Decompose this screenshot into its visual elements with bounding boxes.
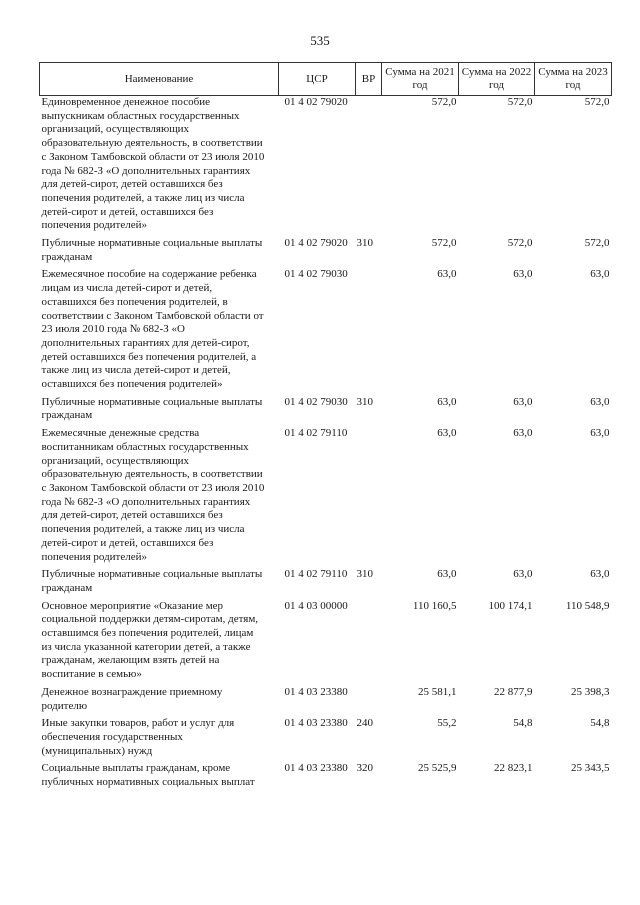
row-sum-2022: 63,0 [513, 568, 533, 581]
table-row [40, 600, 612, 686]
row-vr: 310 [356, 395, 373, 408]
table-row [40, 396, 612, 427]
table-body [40, 96, 612, 794]
table-row [40, 686, 612, 717]
row-sum-2023: 572,0 [584, 237, 610, 250]
row-sum-2021: 25 525,9 [418, 762, 457, 775]
row-sum-2022: 63,0 [513, 268, 533, 281]
row-sum-2023: 25 343,5 [571, 762, 610, 775]
row-sum-2021: 55,2 [437, 717, 457, 730]
row-name: Публичные нормативные социальные выплаты гражданам [41, 237, 263, 263]
row-name: Единовременное денежное пособие выпускникам областных государственных организаций, осуществляющих образовательную деятельность, в соответствии с Законом Тамбовской области от 23 июля 2010 года № 682-З «О дополнительных гарантиях для детей-сирот, детей оставшихся без попечения родителей, а также лиц из числа детей-сирот и детей, оставшихся без попечения родителей» [41, 96, 265, 232]
row-sum-2021: 110 160,5 [412, 599, 457, 612]
row-name: Денежное вознаграждение приемному родителю [41, 685, 223, 712]
row-vr [356, 686, 382, 717]
row-csr: 01 4 02 79020 [284, 96, 348, 108]
column-header-sum-2021: Сумма на 2021 год [382, 63, 459, 96]
row-name: Ежемесячные денежные средства воспитанникам областных государственных организаций, осуществляющих образовательную деятельность, в соответствии с Законом Тамбовской области от 23 июля 2010 года № 682-З «О дополнительных гарантиях для детей-сирот, детей оставшихся без попечения родителей, а также лиц из числа детей-сирот и детей, оставшихся без попечения родителей» [41, 427, 265, 563]
row-sum-2023: 63,0 [590, 568, 610, 581]
row-vr: 310 [356, 568, 373, 581]
row-csr: 01 4 02 79030 [284, 395, 348, 408]
row-csr: 01 4 02 79110 [284, 568, 348, 581]
row-sum-2021: 572,0 [431, 237, 457, 250]
row-sum-2023: 63,0 [590, 395, 610, 408]
row-vr [356, 600, 382, 686]
row-vr [356, 268, 382, 395]
row-sum-2022: 63,0 [513, 427, 533, 440]
table-header [40, 63, 612, 96]
row-sum-2023: 63,0 [590, 427, 610, 440]
row-sum-2022: 63,0 [513, 395, 533, 408]
row-sum-2022: 572,0 [507, 96, 533, 108]
row-sum-2021: 572,0 [431, 96, 457, 108]
row-sum-2022: 22 823,1 [494, 762, 533, 775]
row-sum-2023: 63,0 [590, 268, 610, 281]
column-header-name: Наименование [40, 63, 279, 96]
row-sum-2021: 63,0 [437, 268, 457, 281]
row-vr [356, 96, 382, 238]
row-sum-2023: 572,0 [584, 96, 610, 108]
table-row [40, 96, 612, 238]
row-vr [356, 427, 382, 568]
row-csr: 01 4 02 79020 [284, 237, 348, 250]
row-vr: 240 [356, 717, 373, 730]
row-sum-2021: 25 581,1 [418, 685, 457, 698]
row-csr: 01 4 02 79030 [284, 268, 348, 281]
table-row [40, 237, 612, 268]
table-row [40, 717, 612, 762]
row-name: Ежемесячное пособие на содержание ребенка лицам из числа детей-сирот и детей, оставшихся без попечения родителей, в соответствии с Законом Тамбовской области от 23 июля 2010 года № 682-З «О дополнительных гарантиях для детей-сирот, детей оставшихся без попечения родителей, а также лиц из числа детей-сирот и детей, оставшихся без попечения родителей» [41, 268, 264, 391]
table-row [40, 427, 612, 568]
row-vr: 310 [356, 237, 373, 250]
row-vr: 320 [356, 762, 373, 775]
table-row [40, 762, 612, 793]
row-name: Публичные нормативные социальные выплаты гражданам [41, 568, 263, 594]
column-header-sum-2023: Сумма на 2023 год [535, 63, 612, 96]
row-sum-2022: 22 877,9 [494, 685, 533, 698]
row-sum-2023: 54,8 [590, 717, 610, 730]
row-sum-2023: 25 398,3 [571, 685, 610, 698]
row-sum-2022: 54,8 [513, 717, 533, 730]
column-header-vr: ВР [356, 63, 382, 96]
page-number: 535 [310, 33, 330, 48]
row-csr: 01 4 03 23380 [284, 685, 348, 698]
row-csr: 01 4 03 23380 [284, 717, 348, 730]
row-sum-2022: 572,0 [507, 237, 533, 250]
row-sum-2021: 63,0 [437, 427, 457, 440]
row-csr: 01 4 03 00000 [284, 599, 348, 612]
row-sum-2021: 63,0 [437, 568, 457, 581]
row-csr: 01 4 02 79110 [284, 427, 348, 440]
row-name: Основное мероприятие «Оказание мер социальной поддержки детям-сиротам, детям, оставшимся без попечения родителей, лицам из числа указанной категории детей, а также гражданам, желающим взять детей на воспитание в семью» [41, 599, 259, 681]
budget-table [39, 62, 612, 794]
row-csr: 01 4 03 23380 [284, 762, 348, 775]
table-row [40, 568, 612, 599]
column-header-csr: ЦСР [279, 63, 356, 96]
row-sum-2022: 100 174,1 [488, 599, 533, 612]
row-sum-2021: 63,0 [437, 395, 457, 408]
table-row [40, 268, 612, 395]
row-name: Иные закупки товаров, работ и услуг для обеспечения государственных (муниципальных) нужд [41, 717, 235, 757]
row-sum-2023: 110 548,9 [565, 599, 610, 612]
row-name: Публичные нормативные социальные выплаты гражданам [41, 395, 263, 422]
column-header-sum-2022: Сумма на 2022 год [459, 63, 535, 96]
row-name: Социальные выплаты гражданам, кроме публичных нормативных социальных выплат [41, 762, 255, 789]
